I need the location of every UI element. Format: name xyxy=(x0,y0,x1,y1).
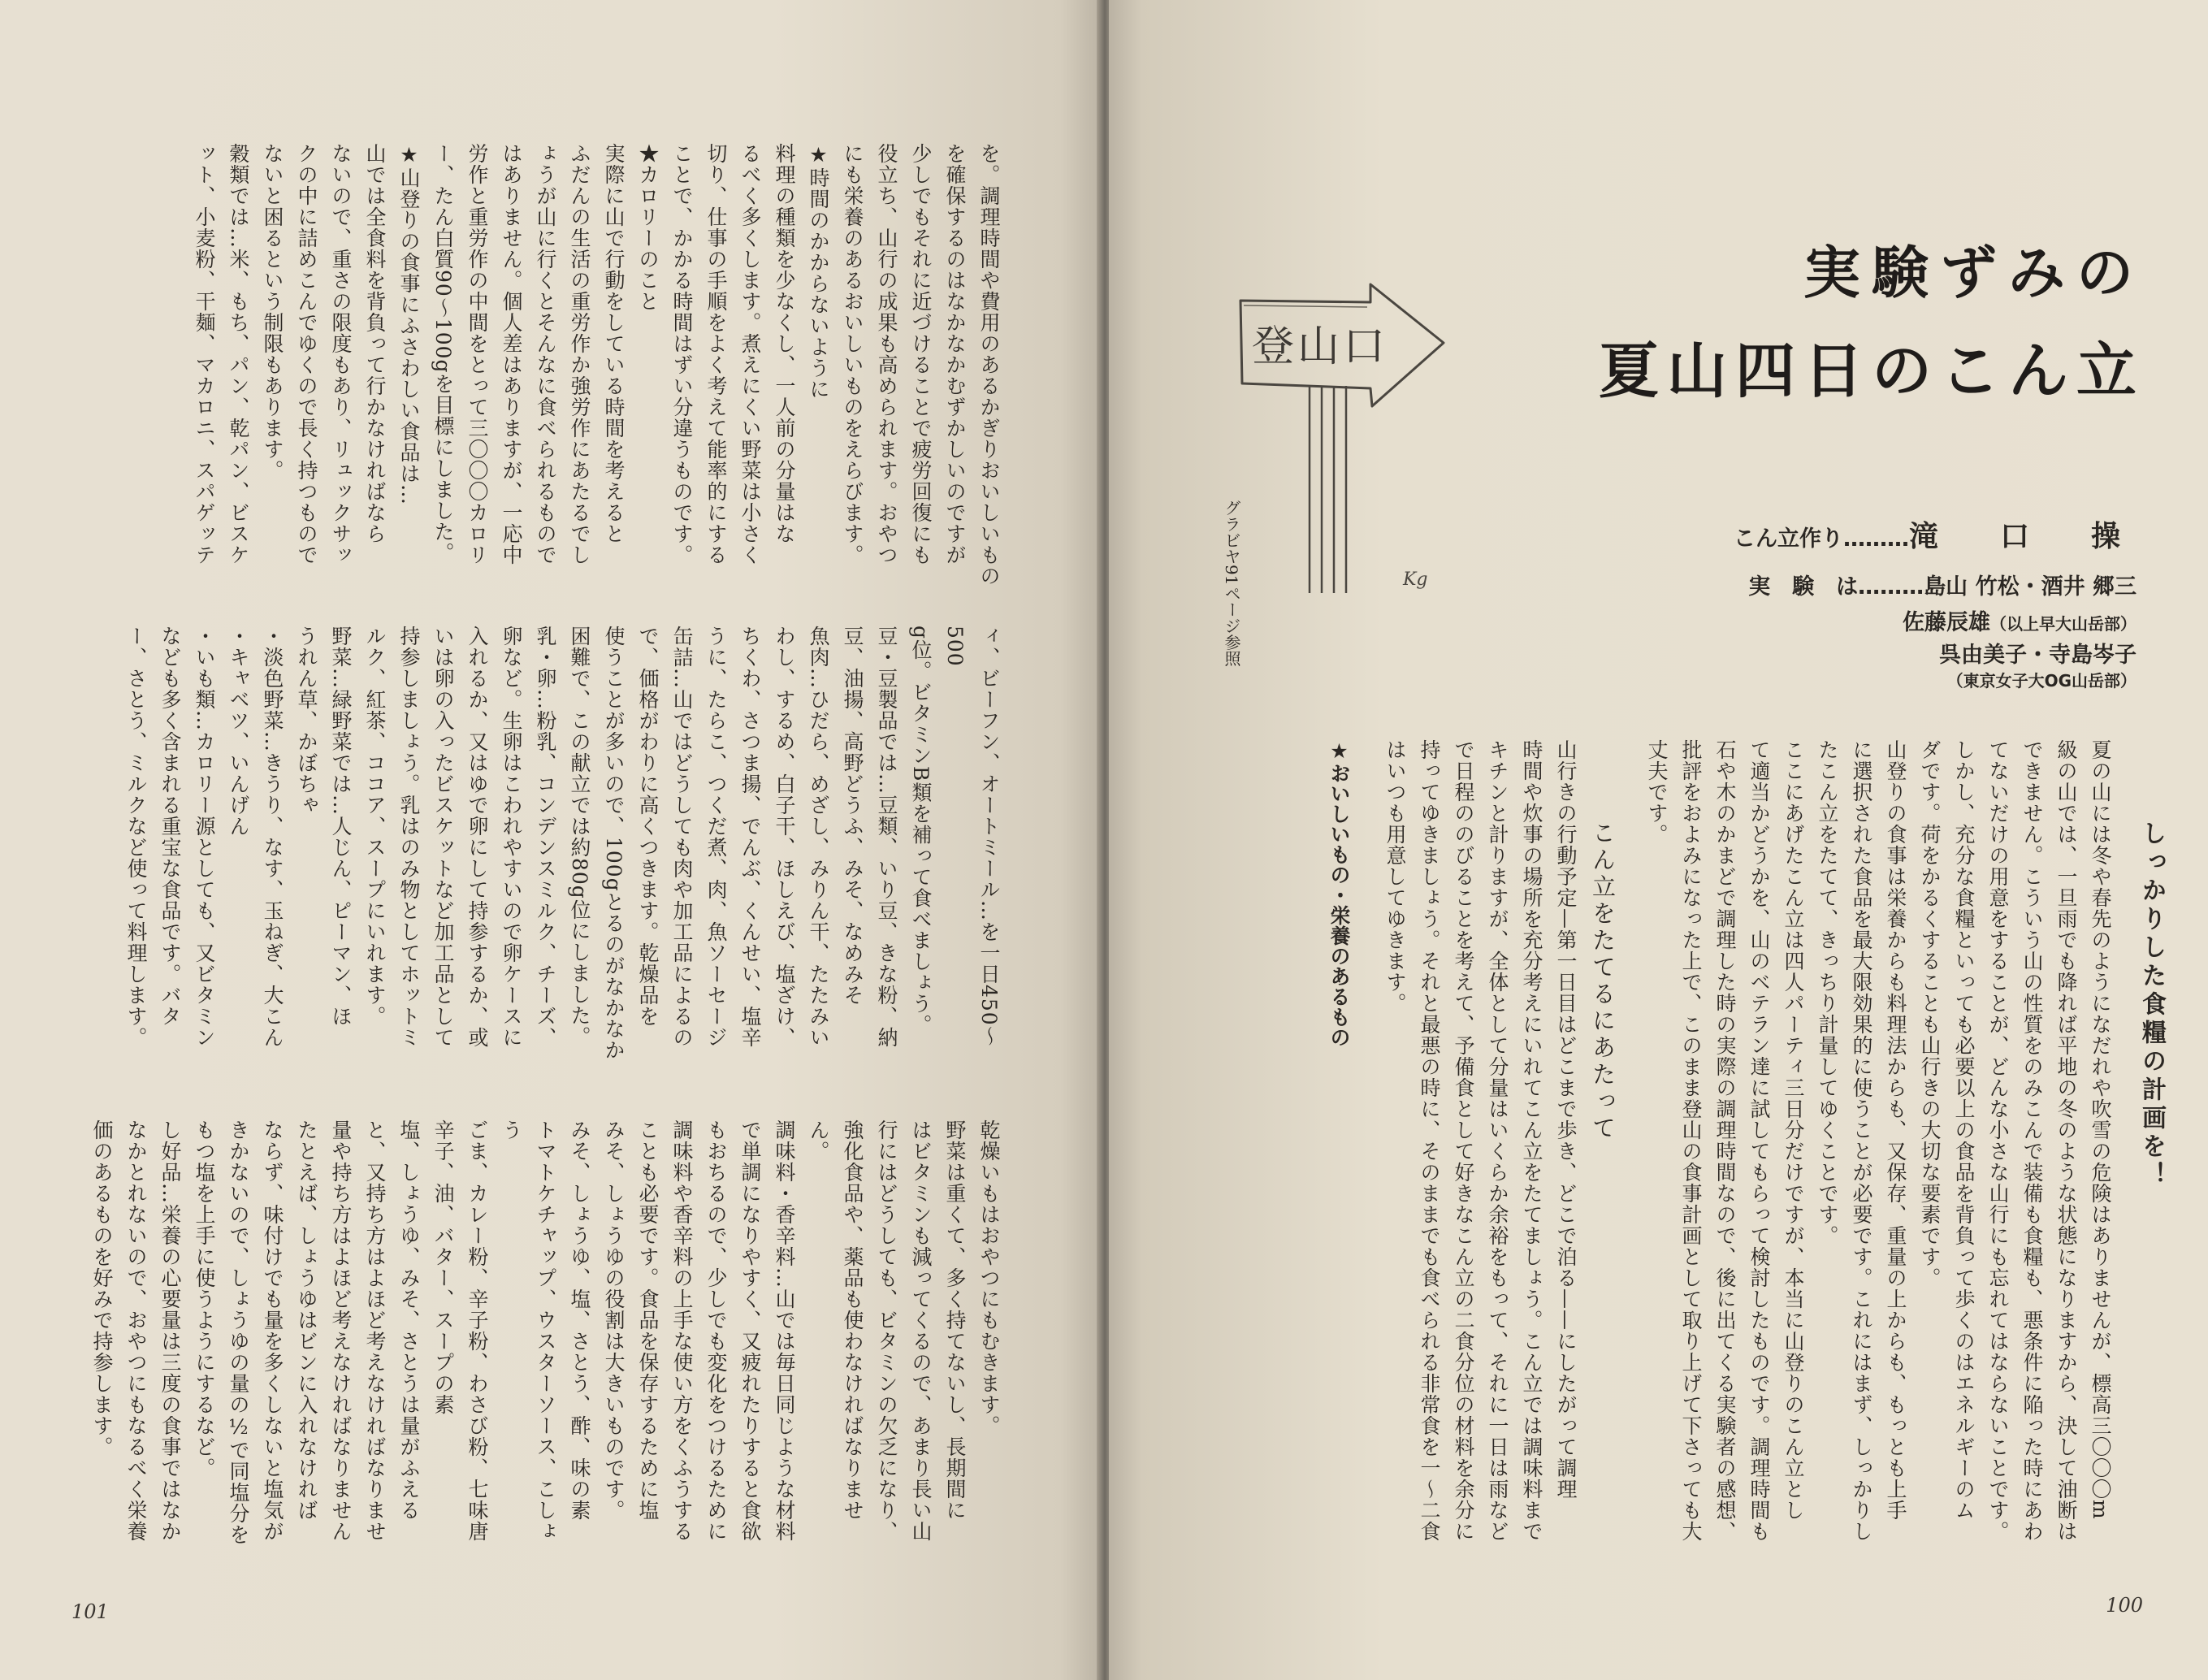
credit-experiment-3 xyxy=(1939,637,2137,669)
credit-note-tokyo-womens: （東京女子大OG山岳部） xyxy=(1946,671,2137,691)
left-upper-text-block: を。調理時間や費用のあるかぎりおいしいもの を確保するのはなかなかむずかしいのですが 少しでもそれに近づけることで疲労回復にも 役立ち、山行の成果も高められます。おやつ にも栄養のあるおいしいものをえらびます。 ★時間のかからないように 料理の種類を少なくし、一人前の分量はな るべく多くします。煮えにくい野菜は小さく 切り、仕事の手順をよく考えて能率的にする ことで、かかる時間はずい分違うものです。 ★カロリーのこと 実際に山で行動をしている時間を考えると ふだんの生活の重労作か強労作にあたるでし ょうが山に行くとそんなに食べられるもので はありません。個人差はありますが、一応中 労作と重労作の中間をとって三〇〇〇カロリ ー、たん白質90〜100gを目標にしました。 ★山登りの食事にふさわしい食品は… 山では全食料を背負って行かなければなら ないので、重さの限度もあり、リュックサッ クの中に詰めこんでゆくので長く持つもので ないと困るという制限もあります。 穀類では…米、もち、パン、乾パン、ビスケ ット、小麦粉、干麺、マカロニ、スパゲッテ xyxy=(193,143,1001,587)
section-heading: こん立をたてるにあたって xyxy=(1589,821,1617,1142)
section-body-text: 山行きの行動予定—第一日目はどこまで歩き、どこで泊る——にしたがって調理 時間や炊事の場所を充分考えにいれてこん立をたてましょう。こん立では調味料まで キチンと計りますが、全体として分量はいくらか余裕をもって、それに一日は雨など で日程ののびることを考えて、予備食として好きなこん立の二食分位の材料を余分に 持ってゆきましょう。それと最悪の時に、そのままでも食べられる非常食を一〜二食 はいつも用意してゆきます。 xyxy=(1383,739,1578,1542)
trailhead-sign-illustration xyxy=(1232,276,1492,601)
gravure-reference-note: グラビヤ91ページ参照 xyxy=(1222,500,1241,667)
credit-experiment-2 xyxy=(1903,604,2137,636)
credit-menu-author xyxy=(1734,513,2137,555)
credit-experiment-1 xyxy=(1748,569,2137,600)
credit-role-experiment: 実 験 は……… xyxy=(1748,574,1924,600)
intro-body-text: 夏の山には冬や春先のようになだれや吹雪の危険はありませんが、標高三〇〇〇m 級の山では、一旦雨でも降れば平地の冬のような状態になりますから、決して油断は できません。こういう山の性質をのみこんで装備も食糧も、悪条件に陥った時にあわ てないだけの用意をすることが、どんな小さな山行にも忘れてはならないことです。 しかし、充分な食糧といっても必要以上の食品を背負って歩くのはエネルギーのム ダです。荷をかるくすることも山行きの大切な要素です。 山登りの食事は栄養からも料理法からも、又保存、重量の上からも、もっとも上手 に選択された食品を最大限効果的に使うことが必要です。これにはまず、しっかりし たこん立をたてて、きっちり計量してゆくことです。 ここにあげたこん立は四人パーティ三日分だけですが、本当に山登りのこん立とし て適当かどうかを、山のベテラン達に試してもらって検討したものです。調理時間も 石や木のかまどで調理した時の実際の調理時間なので、後に出てくる実験者の感想、 批評をおよみになった上で、このまま登山の食事計画として取り上げて下さっても大 丈夫です。 xyxy=(1645,739,2112,1542)
illustrator-initials: Kg xyxy=(1403,569,1428,590)
left-middle-text-block: ィ、ビーフン、オートミール…を一日450〜500 g位。ビタミンB類を補って食べましょう。 豆・豆製品では…豆類、いり豆、きな粉、納 豆、油揚、高野どうふ、みそ、なめみそ 魚肉…ひだら、めざし、みりん干、たたみい わし、するめ、白子干、ほしえび、塩ざけ、 ちくわ、さつま揚、でんぶ、くんせい、塩辛 うに、たらこ、つくだ煮、肉、魚ソーセージ 缶詰…山ではどうしても肉や加工品によるの で、価格がわりに高くつきます。乾燥品を 使うことが多いので、100gとるのがなかなか 困難で、この献立では約80g位にしました。 乳・卵…粉乳、コンデンスミルク、チーズ、 卵など。生卵はこわれやすいので卵ケースに 入れるか、又はゆで卵にして持参するか、或 いは卵の入ったビスケットなど加工品として 持参しましょう。乳はのみ物としてホットミ ルク、紅茶、ココア、スープにいれます。 野菜…緑野菜では…人じん、ピーマン、ほ うれん草、かぼちゃ ・淡色野菜…きうり、なす、玉ねぎ、大こん ・キャベツ、いんげん ・いも類…カロリー源としても、又ビタミン なども多く含まれる重宝な食品です。バタ ー、さとう、ミルクなど使って料理します。 xyxy=(124,626,1001,1061)
sub-heading-tasty-nutritious: ★おいしいもの・栄養のあるもの xyxy=(1327,739,1351,1047)
credit-note-waseda: （以上早大山岳部） xyxy=(1990,614,2137,634)
credit-name-menu: 滝 口 操 xyxy=(1908,520,2137,553)
article-title-line-2: 夏山四日のこん立 xyxy=(1599,336,2145,406)
page-number-left: 101 xyxy=(71,1600,109,1623)
credit-names-experiment: 島山 竹松・酒井 郷三 xyxy=(1924,574,2137,600)
credit-name-sato: 佐藤辰雄 xyxy=(1903,610,1990,635)
page-number-right: 100 xyxy=(2106,1594,2143,1617)
intro-heading: しっかりした食糧の計画を！ xyxy=(2137,821,2166,1190)
article-title-line-1: 実験ずみの xyxy=(1803,239,2145,306)
right-page xyxy=(1109,0,2208,1680)
credit-names-women: 呉由美子・寺島岑子 xyxy=(1939,643,2137,668)
left-lower-text-block: 乾燥いもはおやつにもむきます。 野菜は重くて、多く持てないし、長期間に はビタミンも減ってくるので、あまり長い山 行にはどうしても、ビタミンの欠乏になり、 強化食品や、薬品も使わなければなりません。 調味料・香辛料…山では毎日同じような材料 で単調になりやすく、又疲れたりすると食欲 もおちるので、少しでも変化をつけるために 調味料や香辛料の上手な使い方をくふうする ことも必要です。食品を保存するために塩 みそ、しょうゆの役割は大きいものです。 みそ、しょうゆ、塩、さとう、酢、味の素 トマトケチャップ、ウスターソース、こしょう ごま、カレー粉、辛子粉、わさび粉、七味唐 辛子、油、バター、スープの素 塩、しょうゆ、みそ、さとうは量がふえる と、又持ち方はよほど考えなければなりませ 量や持ち方はよほど考えなければなりません たとえば、しょうゆはビンに入れなければ ならず、味付けでも量を多くしないと塩気が きかないので、しょうゆの量の½で同塩分を もつ塩を上手に使うようにするなど。 し好品…栄養の心要量は三度の食事ではなか なかとれないので、おやつにもなるべく栄養 価のあるものを好みで持参します。 xyxy=(90,1119,1001,1545)
sign-label: 登山口 xyxy=(1252,323,1389,371)
credit-role-menu: こん立作り……… xyxy=(1733,526,1909,552)
